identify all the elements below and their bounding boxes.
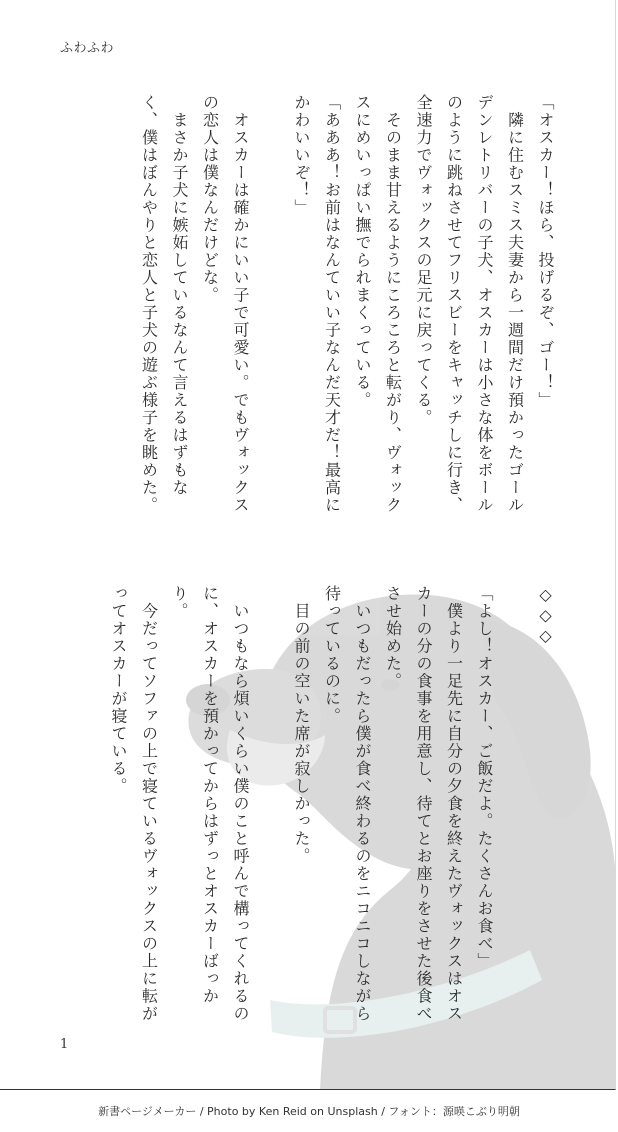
text-line: 僕より一足先に自分の夕食を終えたヴォックスはオスカーの分の食事を用意し、待てとお座りをさせた後食べさせ始めた。 [383, 585, 464, 1023]
text-line: 目の前の空いた席が寂しかった。 [292, 585, 311, 865]
text-line: 今だってソファの上で寝ているヴォックスの上に転がってオスカーが寝ている。 [109, 585, 159, 1023]
page-number: 1 [60, 1037, 69, 1052]
lower-text-block [103, 585, 561, 1025]
text-line: そのまま甘えるようにころころと転がり、ヴォックスにめいっぱい撫でられまくっている。 [353, 94, 403, 514]
text-line: オスカーは確かにいい子で可愛い。でもヴォックスの恋人は僕なんだけどな。 [200, 94, 250, 514]
upper-text-block [133, 94, 560, 529]
text-line: 「オスカー！ほら、投げるぞ、ゴー！」 [536, 94, 555, 409]
text-line: 「あああ！お前はなんていい子なんだ天才だ！最高にかわいいぞ！」 [292, 94, 342, 514]
running-head: ふわふわ [60, 41, 115, 56]
section-break: ◇◇◇ [536, 585, 555, 647]
text-line: いつもだったら僕が食べ終わるのをニコニコしながら待っているのに。 [322, 585, 372, 1023]
text-line: 「よし！オスカー、ご飯だよ。たくさんお食べ」 [475, 585, 494, 970]
text-line: 隣に住むスミス夫妻から一週間だけ預かったゴールデンレトリバーの子犬、オスカーは小さな体をボールのように跳ねさせてフリスビーをキャッチしに行き、全速力でヴォックスの足元に戻ってくる。 [414, 94, 525, 514]
blank-line [499, 585, 530, 1025]
blank-line [255, 94, 286, 529]
blank-line [255, 585, 286, 1025]
text-line: いつもなら煩いくらい僕のこと呼んで構ってくれるのに、オスカーを預かってからはずっとオスカーばっかり。 [170, 585, 250, 1023]
text-line: まさか子犬に嫉妬しているなんて言えるはずもなく、僕はぼんやりと恋人と子犬の遊ぶ様子を眺めた。 [139, 94, 189, 514]
credit-line: 新書ページメーカー / Photo by Ken Reid on Unsplash / フォント：源暎こぶり明朝 [98, 1105, 520, 1118]
